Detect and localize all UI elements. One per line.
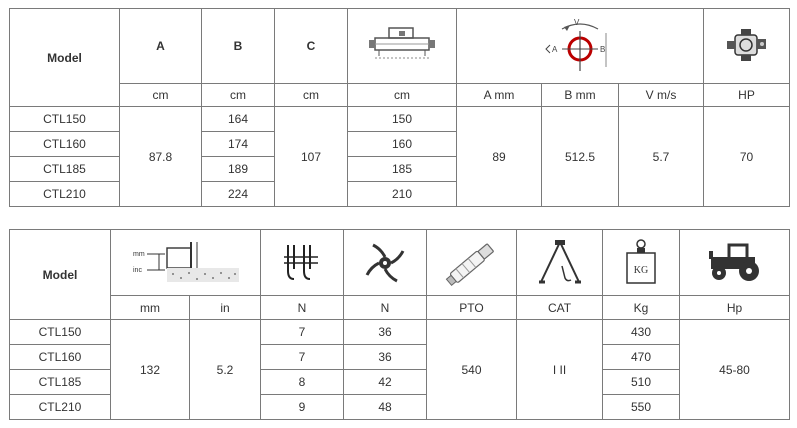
value-kg: 510 — [603, 370, 680, 395]
unit-rotor-b: B mm — [542, 84, 619, 107]
model-cell: CTL160 — [10, 132, 120, 157]
value-width: 160 — [348, 132, 457, 157]
header-a: A — [120, 9, 202, 84]
tractor-cell — [680, 230, 790, 296]
working-depth-cell — [111, 230, 261, 296]
unit-kg: Kg — [603, 296, 680, 320]
unit-hammers-n: N — [261, 296, 344, 320]
unit-a: cm — [120, 84, 202, 107]
value-b: 189 — [202, 157, 275, 182]
value-blades: 48 — [344, 395, 427, 420]
value-pto: 540 — [427, 320, 517, 420]
model-header: Model — [10, 9, 120, 107]
value-a: 87.8 — [120, 107, 202, 207]
hammer-blades-icon — [282, 241, 322, 285]
depth-label-inc: inc — [132, 266, 142, 274]
unit-b: cm — [202, 84, 275, 107]
value-rotor-b: 512.5 — [542, 107, 619, 207]
unit-blades-n: N — [344, 296, 427, 320]
value-width: 150 — [348, 107, 457, 132]
spec-table-dimensions — [9, 8, 790, 207]
unit-rotor-a: A mm — [457, 84, 542, 107]
value-hammers: 9 — [261, 395, 344, 420]
three-point-hitch-cell — [517, 230, 603, 296]
rotor-label-a: A — [552, 45, 558, 54]
machine-front-icon — [367, 26, 437, 66]
value-kg: 430 — [603, 320, 680, 345]
unit-speed: V m/s — [619, 84, 704, 107]
machine-front-cell — [348, 9, 457, 84]
model-cell: CTL185 — [10, 370, 111, 395]
rotor-diagram-icon — [540, 15, 620, 77]
value-kg: 550 — [603, 395, 680, 420]
model-cell: CTL150 — [10, 107, 120, 132]
model-header: Model — [10, 230, 111, 320]
working-depth-icon — [131, 238, 241, 288]
rotor-label-b: B — [600, 45, 606, 54]
table-row — [10, 320, 790, 345]
spec-table-features — [9, 229, 790, 420]
y-blades-icon — [363, 241, 407, 285]
three-point-hitch-icon — [535, 238, 585, 288]
model-cell: CTL160 — [10, 345, 111, 370]
value-b: 224 — [202, 182, 275, 207]
header-b: B — [202, 9, 275, 84]
value-blades: 42 — [344, 370, 427, 395]
weight-icon — [623, 238, 659, 288]
unit-width: cm — [348, 84, 457, 107]
value-hp: 70 — [704, 107, 790, 207]
value-blades: 36 — [344, 320, 427, 345]
depth-label-mm: mm — [132, 250, 145, 258]
value-width: 185 — [348, 157, 457, 182]
pto-shaft-icon — [442, 238, 502, 288]
value-hp: 45-80 — [680, 320, 790, 420]
value-width: 210 — [348, 182, 457, 207]
rotor-label-v: V — [574, 18, 580, 27]
unit-cat: CAT — [517, 296, 603, 320]
value-hammers: 7 — [261, 345, 344, 370]
value-b: 174 — [202, 132, 275, 157]
value-hammers: 8 — [261, 370, 344, 395]
hammer-blades-cell — [261, 230, 344, 296]
model-cell: CTL210 — [10, 395, 111, 420]
unit-hp: Hp — [680, 296, 790, 320]
unit-pto: PTO — [427, 296, 517, 320]
value-depth-in: 5.2 — [190, 320, 261, 420]
value-depth-mm: 132 — [111, 320, 190, 420]
unit-mm: mm — [111, 296, 190, 320]
pto-shaft-cell — [427, 230, 517, 296]
model-cell: CTL210 — [10, 182, 120, 207]
value-b: 164 — [202, 107, 275, 132]
value-rotor-a: 89 — [457, 107, 542, 207]
header-c: C — [275, 9, 348, 84]
value-blades: 36 — [344, 345, 427, 370]
model-cell: CTL150 — [10, 320, 111, 345]
weight-cell — [603, 230, 680, 296]
unit-in: in — [190, 296, 261, 320]
value-speed: 5.7 — [619, 107, 704, 207]
table-row — [10, 107, 790, 132]
tractor-icon — [705, 243, 765, 283]
gearbox-icon — [725, 27, 769, 65]
value-kg: 470 — [603, 345, 680, 370]
unit-hp: HP — [704, 84, 790, 107]
gearbox-cell — [704, 9, 790, 84]
value-c: 107 — [275, 107, 348, 207]
weight-kg-text: KG — [633, 264, 649, 276]
value-hammers: 7 — [261, 320, 344, 345]
model-cell: CTL185 — [10, 157, 120, 182]
rotor-diagram-cell — [457, 9, 704, 84]
unit-c: cm — [275, 84, 348, 107]
y-blades-cell — [344, 230, 427, 296]
value-cat: I II — [517, 320, 603, 420]
